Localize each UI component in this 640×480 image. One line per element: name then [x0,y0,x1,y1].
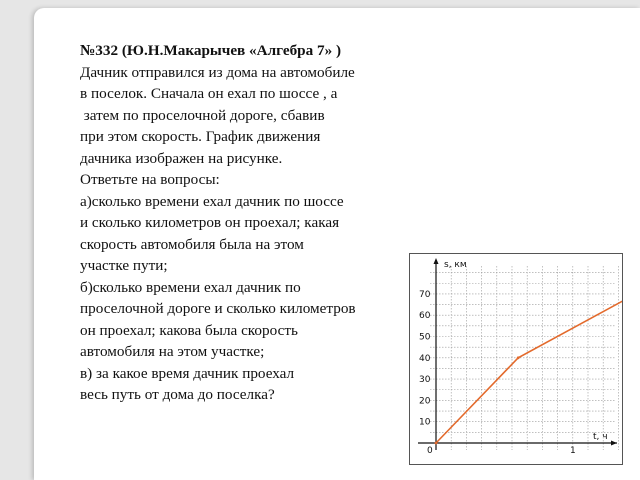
series-line [436,298,622,443]
problem-line: Дачник отправился из дома на автомобиле [80,63,355,81]
y-tick-label: 70 [419,289,431,300]
question-c-line: в) за какое время дачник проехал [80,364,295,382]
y-tick-label: 60 [419,311,431,322]
problem-line: дачника изображен на рисунке. [80,149,283,167]
y-tick-label: 50 [419,332,431,343]
problem-line: Ответьте на вопросы: [80,171,220,188]
y-tick-label: 10 [419,417,431,428]
y-axis-arrow [434,258,439,264]
question-b-line: он проехал; какова была скорость [80,321,298,339]
x-axis-arrow [611,441,617,446]
problem-title: №332 (Ю.Н.Макарычев «Алгебра 7» ) [80,42,342,59]
question-b-line: проселочной дороге и сколько километров [80,300,356,317]
motion-graph [409,253,623,465]
x-tick-label: 1 [570,446,576,456]
question-a-line: и сколько километров он проехал; какая [80,214,340,231]
problem-line: затем по проселочной дороге, сбавив [80,106,325,124]
question-b-line: б)сколько времени ехал дачник по [80,278,301,296]
problem-text [80,40,420,406]
y-axis-label: s, км [444,260,467,270]
problem-line: при этом скорость. График движения [80,128,321,145]
motion-graph-svg [410,254,622,464]
origin-label: 0 [427,446,433,456]
x-axis-label: t, ч [593,432,608,442]
y-tick-label: 20 [419,396,431,407]
question-a-line: скорость автомобиля была на этом [80,235,304,253]
problem-line: в поселок. Сначала он ехал по шоссе , а [80,85,338,102]
question-a-line: участке пути; [80,257,168,274]
data-point [435,442,438,445]
y-tick-label: 30 [419,375,431,386]
question-a-line: а)сколько времени ехал дачник по шоссе [80,192,344,210]
question-b-line: автомобиля на этом участке; [80,343,265,360]
data-point [517,356,520,359]
y-tick-label: 40 [419,353,431,364]
question-c-line: весь путь от дома до поселка? [80,386,275,403]
